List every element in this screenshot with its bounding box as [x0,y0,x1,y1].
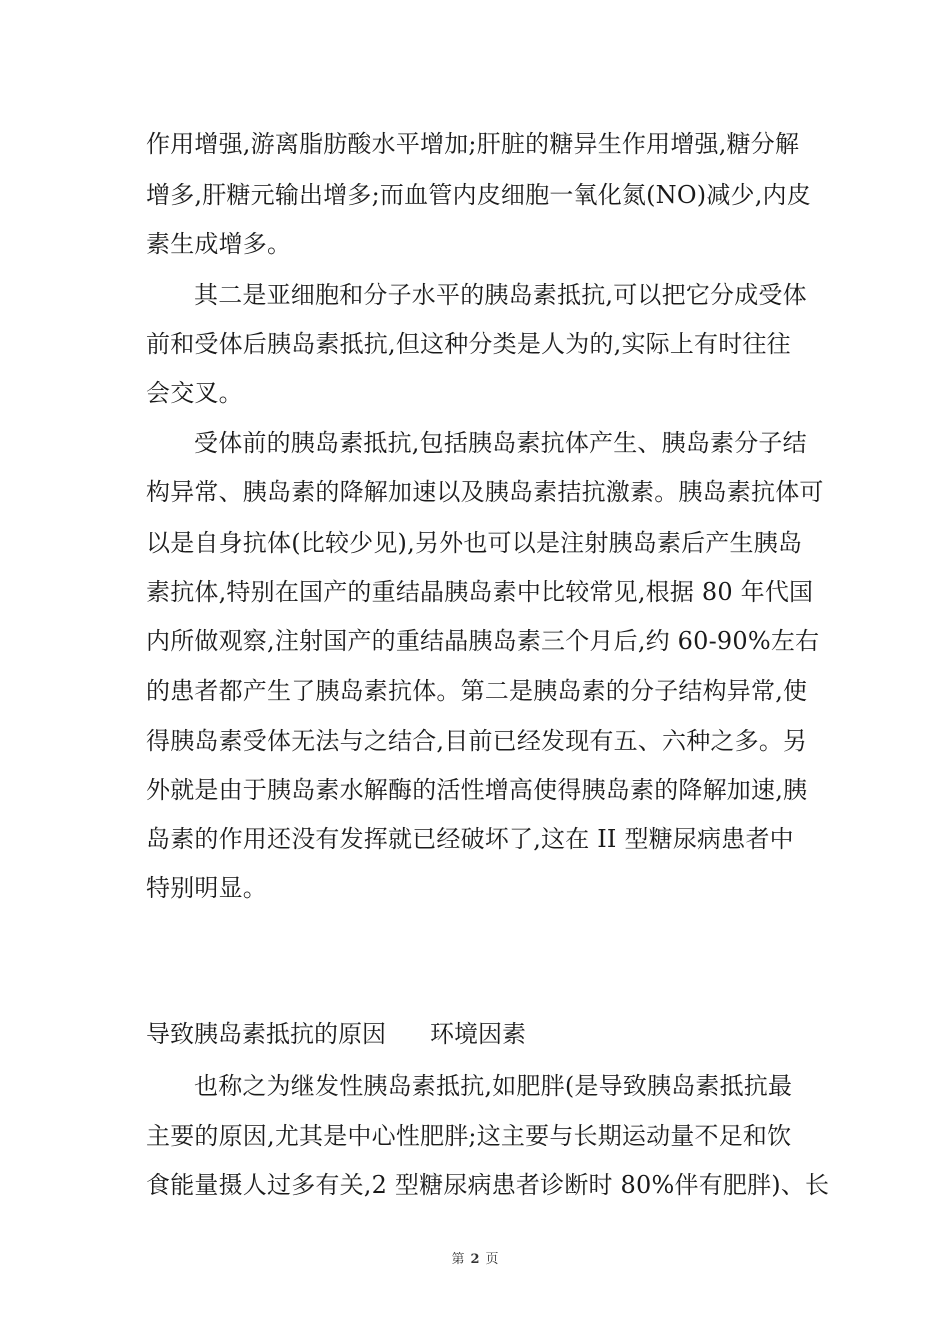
paragraph-line: 前和受体后胰岛素抵抗,但这种分类是人为的,实际上有时往往 [146,330,791,358]
paragraph-line: 会交叉。 [146,379,243,407]
paragraph-line: 构异常、胰岛素的降解加速以及胰岛素拮抗激素。胰岛素抗体可 [146,478,824,506]
paragraph-line: 以是自身抗体(比较少见),另外也可以是注射胰岛素后产生胰岛 [146,529,803,557]
paragraph-line: 其二是亚细胞和分子水平的胰岛素抵抗,可以把它分成受体 [194,281,807,309]
section-heading [146,1019,526,1049]
page-footer [0,1252,950,1268]
footer-suffix: 页 [485,1252,499,1267]
paragraph-line: 作用增强,游离脂肪酸水平增加;肝脏的糖异生作用增强,糖分解 [146,130,800,158]
paragraph-line: 外就是由于胰岛素水解酶的活性增高使得胰岛素的降解加速,胰 [146,776,808,804]
paragraph-line: 得胰岛素受体无法与之结合,目前已经发现有五、六种之多。另 [146,727,808,755]
paragraph-line: 食能量摄人过多有关,2 型糖尿病患者诊断时 80%伴有肥胖)、长 [146,1171,830,1199]
footer-prefix: 第 [451,1252,465,1267]
heading-title: 导致胰岛素抵抗的原因 [146,1020,386,1048]
paragraph-line: 特别明显。 [146,874,267,902]
paragraph-line: 素生成增多。 [146,230,292,258]
paragraph-line: 也称之为继发性胰岛素抵抗,如肥胖(是导致胰岛素抵抗最 [194,1072,793,1100]
paragraph-line: 主要的原因,尤其是中心性肥胖;这主要与长期运动量不足和饮 [146,1122,792,1150]
paragraph-line: 素抗体,特别在国产的重结晶胰岛素中比较常见,根据 80 年代国 [146,578,814,606]
heading-subtitle: 环境因素 [430,1020,526,1048]
paragraph-line: 岛素的作用还没有发挥就已经破坏了,这在 II 型糖尿病患者中 [146,825,794,853]
paragraph-line: 内所做观察,注射国产的重结晶胰岛素三个月后,约 60-90%左右 [146,627,820,655]
paragraph-line: 的患者都产生了胰岛素抗体。第二是胰岛素的分子结构异常,使 [146,677,808,705]
paragraph-line: 增多,肝糖元输出增多;而血管内皮细胞一氧化氮(NO)减少,内皮 [146,181,811,209]
page-number: 2 [470,1252,480,1267]
paragraph-line: 受体前的胰岛素抵抗,包括胰岛素抗体产生、胰岛素分子结 [194,429,807,457]
